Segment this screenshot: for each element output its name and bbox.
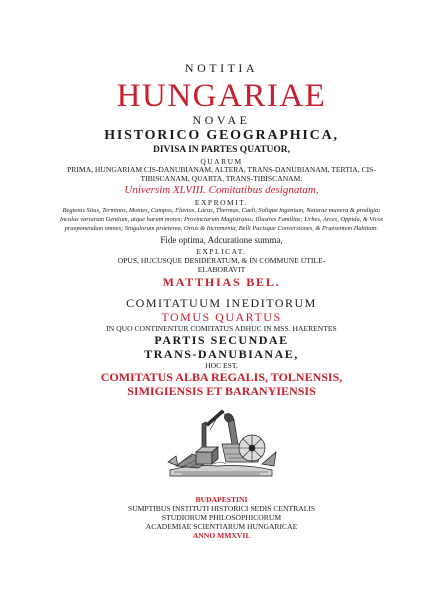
heading-partis-secundae: PARTIS SECUNDAE	[154, 333, 289, 347]
engraved-vignette-illustration	[162, 404, 280, 480]
text-explicat: EXPLICAT.	[196, 247, 247, 256]
text-fide-optima: Fide optima, Adcuratione summa,	[160, 235, 283, 245]
heading-comitatuum-ineditorum: COMITATUUM INEDITORUM	[126, 296, 317, 310]
text-universim: Universim XLVIII. Comitatibus designatam,	[124, 184, 319, 196]
text-contents-line-2: Incolas variarum Gentium, atque harum mores; Provinciarum Magistratus; Illustres Familias; Urbes, Arces, Oppida, & Vicos	[59, 216, 384, 223]
text-hoc-est: HOC EST,	[205, 361, 238, 370]
author-name: MATTHIAS BEL.	[162, 275, 281, 289]
imprint-place: BUDAPESTINI	[195, 495, 248, 504]
text-contents-line-3: praeponendum omnes; Singulorum praeterea, Ortus & Incrementa, Belli Pacisque Conversiones, & Praesentem Habitum:	[64, 225, 379, 232]
heading-counties-line-2: SIMIGIENSIS ET BARANYIENSIS	[127, 384, 316, 398]
imprint-year: ANNO MMXVII.	[192, 531, 251, 540]
text-expromit: EXPROMIT.	[194, 198, 249, 207]
title-line-notitia: NOTITIA	[184, 61, 259, 75]
title-line-novae: NOVAE	[192, 113, 251, 127]
text-parts-line-2: TIBISCANAM, QUARTA, TRANS-TIBISCANAM:	[140, 174, 303, 183]
subtitle-divisa: DIVISA IN PARTES QUATUOR,	[152, 145, 291, 155]
heading-counties-line-1: COMITATUS ALBA REGALIS, TOLNENSIS,	[100, 370, 343, 384]
subtitle-historico-geographica: HISTORICO GEOGRAPHICA,	[104, 128, 339, 143]
text-contents-line-1: Regionis Situs, Terminos, Montes, Campos, Fluvios, Lacus, Thermas, Caeli, Solique ingenium, Naturae munera & prodigia;	[62, 207, 381, 214]
text-in-quo-continentur: IN QUO CONTINENTUR COMITATUS ADHUC IN MSS. HAERENTES	[106, 324, 337, 333]
text-elaboravit: ELABORAVIT	[197, 265, 246, 274]
imprint-publisher-line-1: SUMPTIBUS INSTITUTI HISTORICI SEDIS CENTRALIS	[127, 504, 316, 513]
imprint-publisher-line-3: ACADEMIAE SCIENTIARUM HUNGARICAE	[145, 522, 298, 531]
heading-tomus-quartus: TOMUS QUARTUS	[161, 310, 282, 324]
imprint-publisher-line-2: STUDIORUM PHILOSOPHICORUM	[161, 513, 282, 522]
text-quarum: QUARUM	[200, 157, 243, 166]
text-opus: OPUS, HUCUSQUE DESIDERATUM, & IN COMMUNE UTILE-	[117, 256, 326, 265]
text-parts-line-1: PRIMA, HUNGARIAM CIS-DANUBIANAM, ALTERA, TRANS-DANUBIANAM, TERTIA, CIS-	[67, 165, 376, 174]
main-title-hungariae: HUNGARIAE	[116, 78, 327, 114]
heading-trans-danubianae: TRANS-DANUBIANAE,	[144, 347, 299, 361]
